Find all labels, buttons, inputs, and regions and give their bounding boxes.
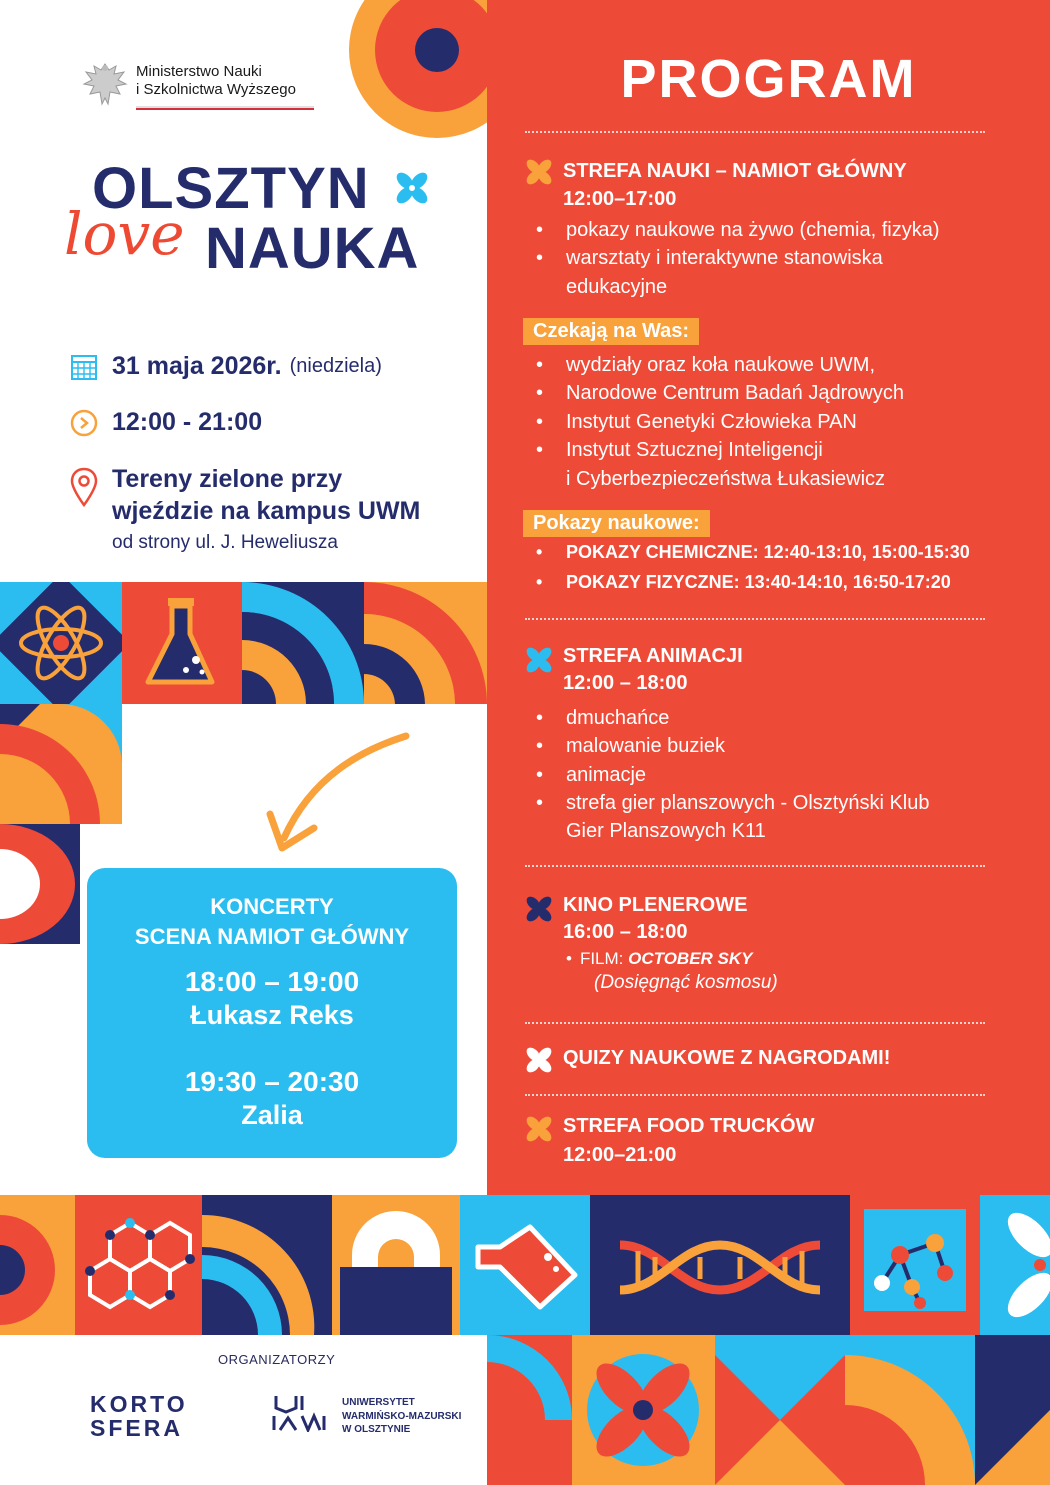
list-item: • strefa gier planszowych - Olsztyński Klub <box>536 792 929 815</box>
animation-time: 12:00 – 18:00 <box>563 672 688 694</box>
list-item: • Instytut Sztucznej Inteligencji <box>536 439 823 462</box>
x-star-icon <box>392 168 432 208</box>
title-love-script: love <box>64 200 185 268</box>
science-title: STREFA NAUKI – NAMIOT GŁÓWNY <box>563 160 907 182</box>
divider <box>525 1094 985 1096</box>
waiting-tag: Czekają na Was: <box>523 318 699 345</box>
uwm-emblem-icon <box>272 1394 326 1432</box>
animation-title: STREFA ANIMACJI <box>563 645 743 667</box>
divider <box>525 1022 985 1024</box>
list-item: • pokazy naukowe na żywo (chemia, fizyka) <box>536 219 940 242</box>
arrow-down-left-icon <box>262 728 412 858</box>
ministry-logo <box>78 58 318 116</box>
concert-artist-1: Łukasz Reks <box>190 1000 354 1030</box>
divider <box>525 865 985 867</box>
concert-time-2: 19:30 – 20:30 <box>184 1066 360 1097</box>
list-item-continued: i Cyberbezpieczeństwa Łukasiewicz <box>566 468 886 490</box>
list-item-continued: edukacyjne <box>566 276 668 298</box>
x-star-icon <box>524 1045 554 1075</box>
event-hours-row <box>70 408 262 437</box>
event-date: 31 maja 2026r. <box>112 352 282 380</box>
cinema-film: • FILM: OCTOBER SKY <box>566 949 753 968</box>
x-star-icon <box>524 157 554 187</box>
concert-artist-2: Zalia <box>241 1100 303 1130</box>
cinema-film-polish: (Dosięgnąć kosmosu) <box>594 972 778 993</box>
title-olsztyn: OLSZTYN <box>92 156 370 221</box>
event-date-row <box>70 352 382 381</box>
shows-tag: Pokazy naukowe: <box>523 510 710 537</box>
science-time: 12:00–17:00 <box>563 188 677 210</box>
x-star-icon <box>524 645 554 675</box>
list-item: • warsztaty i interaktywne stanowiska <box>536 247 883 270</box>
organizers-label: ORGANIZATORZY <box>218 1352 336 1367</box>
quiz-title: QUIZY NAUKOWE Z NAGRODAMI! <box>563 1047 891 1069</box>
event-weekday: (niedziela) <box>289 355 382 377</box>
list-item: • dmuchańce <box>536 707 669 730</box>
concerts-title1: KONCERTY <box>210 894 334 919</box>
event-hours: 12:00 - 21:00 <box>112 408 263 436</box>
x-star-icon <box>524 894 554 924</box>
location-line3: od strony ul. J. Heweliusza <box>112 532 338 553</box>
program-heading: PROGRAM <box>620 49 917 109</box>
location-line1: Tereny zielone przy <box>112 465 343 493</box>
list-item: • Instytut Genetyki Człowieka PAN <box>536 411 857 434</box>
eagle-emblem-icon <box>78 58 132 114</box>
food-time: 12:00–21:00 <box>563 1144 677 1166</box>
list-item: • POKAZY FIZYCZNE: 13:40-14:10, 16:50-17:20 <box>536 572 951 593</box>
science-tiles-row <box>0 582 487 704</box>
list-item: • animacje <box>536 764 646 787</box>
concerts-box <box>87 868 457 1158</box>
divider <box>525 131 985 133</box>
cinema-time: 16:00 – 18:00 <box>563 921 688 943</box>
uwm-logo-text: UNIWERSYTET WARMIŃSKO-MAZURSKI W OLSZTYNIE <box>342 1397 462 1435</box>
divider <box>525 618 985 620</box>
list-item-continued: Gier Planszowych K11 <box>566 820 766 842</box>
clock-icon <box>70 409 98 437</box>
list-item: • Narodowe Centrum Badań Jądrowych <box>536 382 904 405</box>
cinema-title: KINO PLENEROWE <box>563 894 748 916</box>
list-item: • malowanie buziek <box>536 735 725 758</box>
concerts-title2: SCENA NAMIOT GŁÓWNY <box>134 924 410 949</box>
decor-top-circles <box>345 0 487 140</box>
calendar-icon <box>70 353 98 381</box>
title-nauka: NAUKA <box>205 216 420 281</box>
kortosfera-logo: KORTO SFERA <box>90 1391 188 1442</box>
concert-time-1: 18:00 – 19:00 <box>184 966 360 997</box>
ministry-flag-bar <box>136 106 314 110</box>
list-item: • wydziały oraz koła naukowe UWM, <box>536 354 875 377</box>
food-title: STREFA FOOD TRUCKÓW <box>563 1115 815 1137</box>
bottom-tiles <box>0 1195 1050 1485</box>
location-pin-icon <box>70 467 98 507</box>
x-star-icon <box>524 1114 554 1144</box>
list-item: • POKAZY CHEMICZNE: 12:40-13:10, 15:00-15:30 <box>536 542 970 563</box>
ministry-name-line1: Ministerstwo Nauki <box>136 63 262 80</box>
ministry-name-line2: i Szkolnictwa Wyższego <box>136 81 296 98</box>
location-line2: wjeździe na kampus UWM <box>112 497 421 525</box>
